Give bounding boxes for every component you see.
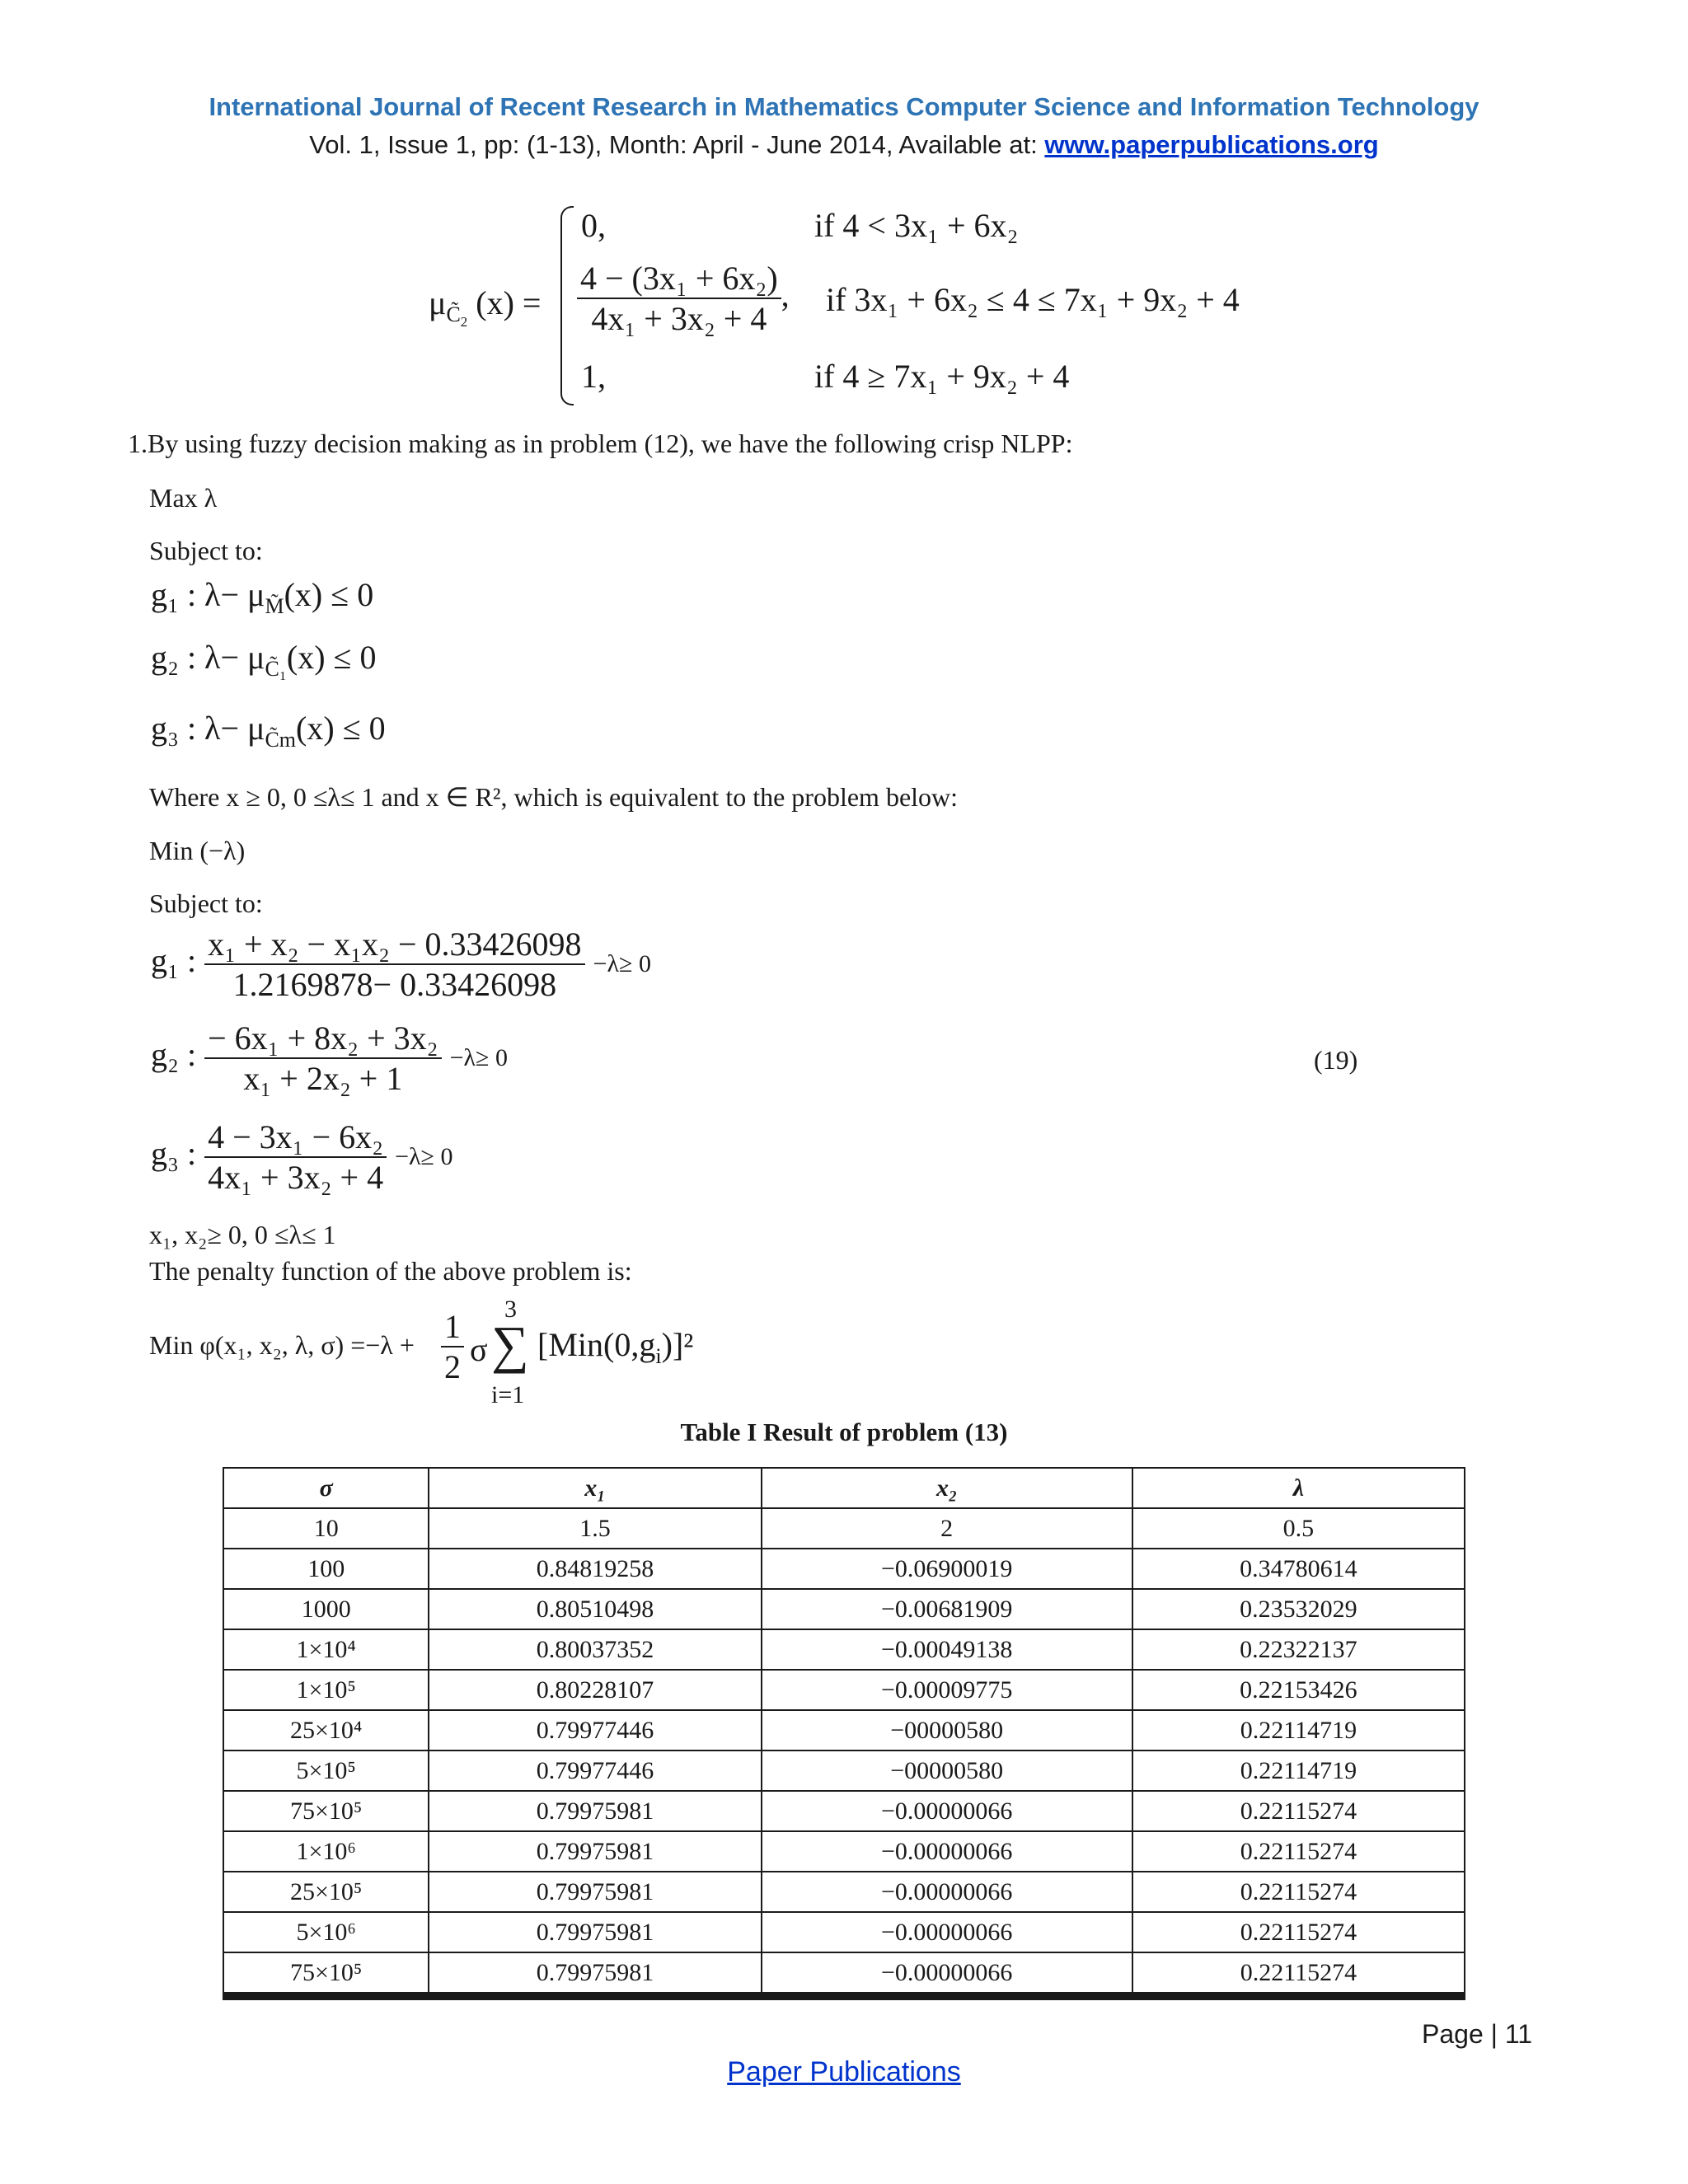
cell-lambda: 0.22115274 [1132, 1952, 1465, 1993]
cell-lambda: 0.22115274 [1132, 1831, 1465, 1872]
cell-x2: −0.00049138 [762, 1629, 1132, 1670]
max-objective: Max λ [149, 483, 218, 513]
table-row [223, 1912, 1465, 1952]
cell-sigma: 25×10⁴ [223, 1710, 429, 1750]
publisher-footer [0, 2056, 1688, 2088]
cell-x2: 2 [762, 1508, 1132, 1549]
journal-volume-line [0, 130, 1688, 160]
penalty-lhs: Min φ(x₁, x₂, λ, σ) =−λ + [149, 1330, 415, 1360]
cell-x1: 0.80228107 [429, 1670, 761, 1710]
table-row [223, 1710, 1465, 1750]
cell-lambda: 0.22114719 [1132, 1750, 1465, 1791]
table-row [223, 1952, 1465, 1993]
results-table [223, 1467, 1465, 1994]
table-row [223, 1629, 1465, 1670]
case1-value: 0, [581, 207, 606, 244]
cell-x2: −0.00681909 [762, 1589, 1132, 1629]
cell-x1: 0.80510498 [429, 1589, 761, 1629]
cell-x1: 0.80037352 [429, 1629, 761, 1670]
journal-url-link[interactable]: www.paperpublications.org [1044, 130, 1379, 159]
membership-lhs: $\mu_{C̃_2}$ (x) = [429, 284, 542, 330]
cell-x2: −0.00000066 [762, 1831, 1132, 1872]
journal-title: International Journal of Recent Research in Mathematics Computer Science and Information Technology [209, 92, 1479, 121]
cell-sigma: 100 [223, 1549, 429, 1589]
table-row [223, 1791, 1465, 1831]
table-row [223, 1508, 1465, 1549]
cell-x2: −0.00000066 [762, 1872, 1132, 1912]
table-row [223, 1750, 1465, 1791]
sum-upper-limit: 3 [504, 1296, 517, 1323]
cell-lambda: 0.22115274 [1132, 1912, 1465, 1952]
cell-lambda: 0.5 [1132, 1508, 1465, 1549]
cell-x2: −0.00000066 [762, 1912, 1132, 1952]
penalty-sigma: σ [470, 1331, 488, 1368]
cell-sigma: 1000 [223, 1589, 429, 1629]
publisher-link[interactable]: Paper Publications [727, 2056, 961, 2088]
cell-lambda: 0.34780614 [1132, 1549, 1465, 1589]
table-row [223, 1589, 1465, 1629]
cell-lambda: 0.22115274 [1132, 1791, 1465, 1831]
header-x2: x₂ [762, 1468, 1132, 1508]
case2-fraction: $\frac{\text{4 − (3x₁ + 6x₂)}}{\text{4x₁ + 3x₂ + 4}}$ , [577, 259, 790, 338]
summation-symbol: ∑ [491, 1315, 529, 1374]
equation-number: (19) [1314, 1045, 1358, 1075]
cell-x2: −0.00000066 [762, 1791, 1132, 1831]
cell-x2: −00000580 [762, 1710, 1132, 1750]
cell-sigma: 75×10⁵ [223, 1952, 429, 1993]
sum-lower-limit: i=1 [491, 1381, 525, 1408]
table-row [223, 1872, 1465, 1912]
page-number: Page | 11 [1422, 2019, 1533, 2049]
header-sigma: σ [223, 1468, 429, 1508]
cell-x1: 0.84819258 [429, 1549, 761, 1589]
cell-sigma: 10 [223, 1508, 429, 1549]
cell-x2: −0.06900019 [762, 1549, 1132, 1589]
table-header-row [223, 1468, 1465, 1508]
cell-lambda: 0.22322137 [1132, 1629, 1465, 1670]
cell-x1: 0.79977446 [429, 1710, 761, 1750]
variable-bounds: x₁, x₂≥ 0, 0 ≤λ≤ 1 [149, 1220, 336, 1249]
cell-sigma: 1×10⁶ [223, 1831, 429, 1872]
cell-x1: 0.79975981 [429, 1872, 761, 1912]
cell-x1: 0.79975981 [429, 1791, 761, 1831]
table-row [223, 1549, 1465, 1589]
cell-lambda: 0.22153426 [1132, 1670, 1465, 1710]
table-bottom-rule [223, 1993, 1465, 2000]
cell-x2: −0.00009775 [762, 1670, 1132, 1710]
intro-paragraph: 1.By using fuzzy decision making as in problem (12), we have the following crisp NLPP: [128, 429, 1073, 458]
cell-sigma: 25×10⁵ [223, 1872, 429, 1912]
case1-condition: if 4 < 3x₁ + 6x₂ [814, 207, 1019, 244]
subject-to-2: Subject to: [149, 888, 263, 918]
cell-sigma: 75×10⁵ [223, 1791, 429, 1831]
penalty-intro: The penalty function of the above problem is: [149, 1256, 632, 1286]
table-caption: Table I Result of problem (13) [680, 1418, 1008, 1446]
fraction-constraint-g1: g₁ : $\frac{\text{x₁ + x₂ − x₁x₂ − 0.33426098}}{1.2169878- 0.33426098}$ −λ≥ 0 [151, 926, 651, 1003]
table-row [223, 1831, 1465, 1872]
cell-x1: 0.79977446 [429, 1750, 761, 1791]
cell-sigma: 5×10⁵ [223, 1750, 429, 1791]
cell-x2: −0.00000066 [762, 1952, 1132, 1993]
header-x1: x₁ [429, 1468, 761, 1508]
penalty-half: $\frac{1}{2}$ [441, 1307, 464, 1386]
min-objective: Min (−λ) [149, 836, 246, 865]
cell-x1: 0.79975981 [429, 1831, 761, 1872]
case3-value: 1, [581, 358, 606, 395]
cell-x1: 0.79975981 [429, 1952, 761, 1993]
cell-sigma: 1×10⁴ [223, 1629, 429, 1670]
case3-condition: if 4 ≥ 7x₁ + 9x₂ + 4 [814, 358, 1070, 395]
case-brace [560, 206, 574, 405]
constraint-g3: g₃ : $\lambda- \mu_{C̃m}(x) \le 0$ [151, 710, 386, 752]
constraint-g2: g₂ : $\lambda- \mu_{C̃_1}(x) \le 0$ [151, 639, 377, 681]
header-lambda: λ [1132, 1468, 1465, 1508]
cell-lambda: 0.22115274 [1132, 1872, 1465, 1912]
table-row [223, 1670, 1465, 1710]
cell-lambda: 0.23532029 [1132, 1589, 1465, 1629]
cell-x1: 0.79975981 [429, 1912, 761, 1952]
fraction-constraint-g3: g₃ : $\frac{\text{4 − 3x₁ − 6x₂}}{\text{4x₁ + 3x₂ + 4}}$ −λ≥ 0 [151, 1118, 453, 1196]
constraint-g1: g₁ : $\lambda- \mu_{M̃}(x) \le 0$ [151, 576, 374, 618]
fraction-constraint-g2: g₂ : $\frac{\text{− 6x₁ + 8x₂ + 3x₂}}{\text{x₁ + 2x₂ + 1}}$ −λ≥ 0 [151, 1019, 509, 1097]
where-statement: Where x ≥ 0, 0 ≤λ≤ 1 and x ∈ R², which is equivalent to the problem below: [149, 782, 959, 812]
penalty-body: $[Min(0,g_i)]^2$ [537, 1326, 694, 1368]
cell-sigma: 5×10⁶ [223, 1912, 429, 1952]
volume-info: Vol. 1, Issue 1, pp: (1-13), Month: April - June 2014, Available at: [309, 130, 1045, 159]
case2-condition: if 3x₁ + 6x₂ ≤ 4 ≤ 7x₁ + 9x₂ + 4 [826, 281, 1240, 318]
subject-to-1: Subject to: [149, 536, 263, 565]
cell-x1: 1.5 [429, 1508, 761, 1549]
cell-x2: −00000580 [762, 1750, 1132, 1791]
cell-sigma: 1×10⁵ [223, 1670, 429, 1710]
cell-lambda: 0.22114719 [1132, 1710, 1465, 1750]
